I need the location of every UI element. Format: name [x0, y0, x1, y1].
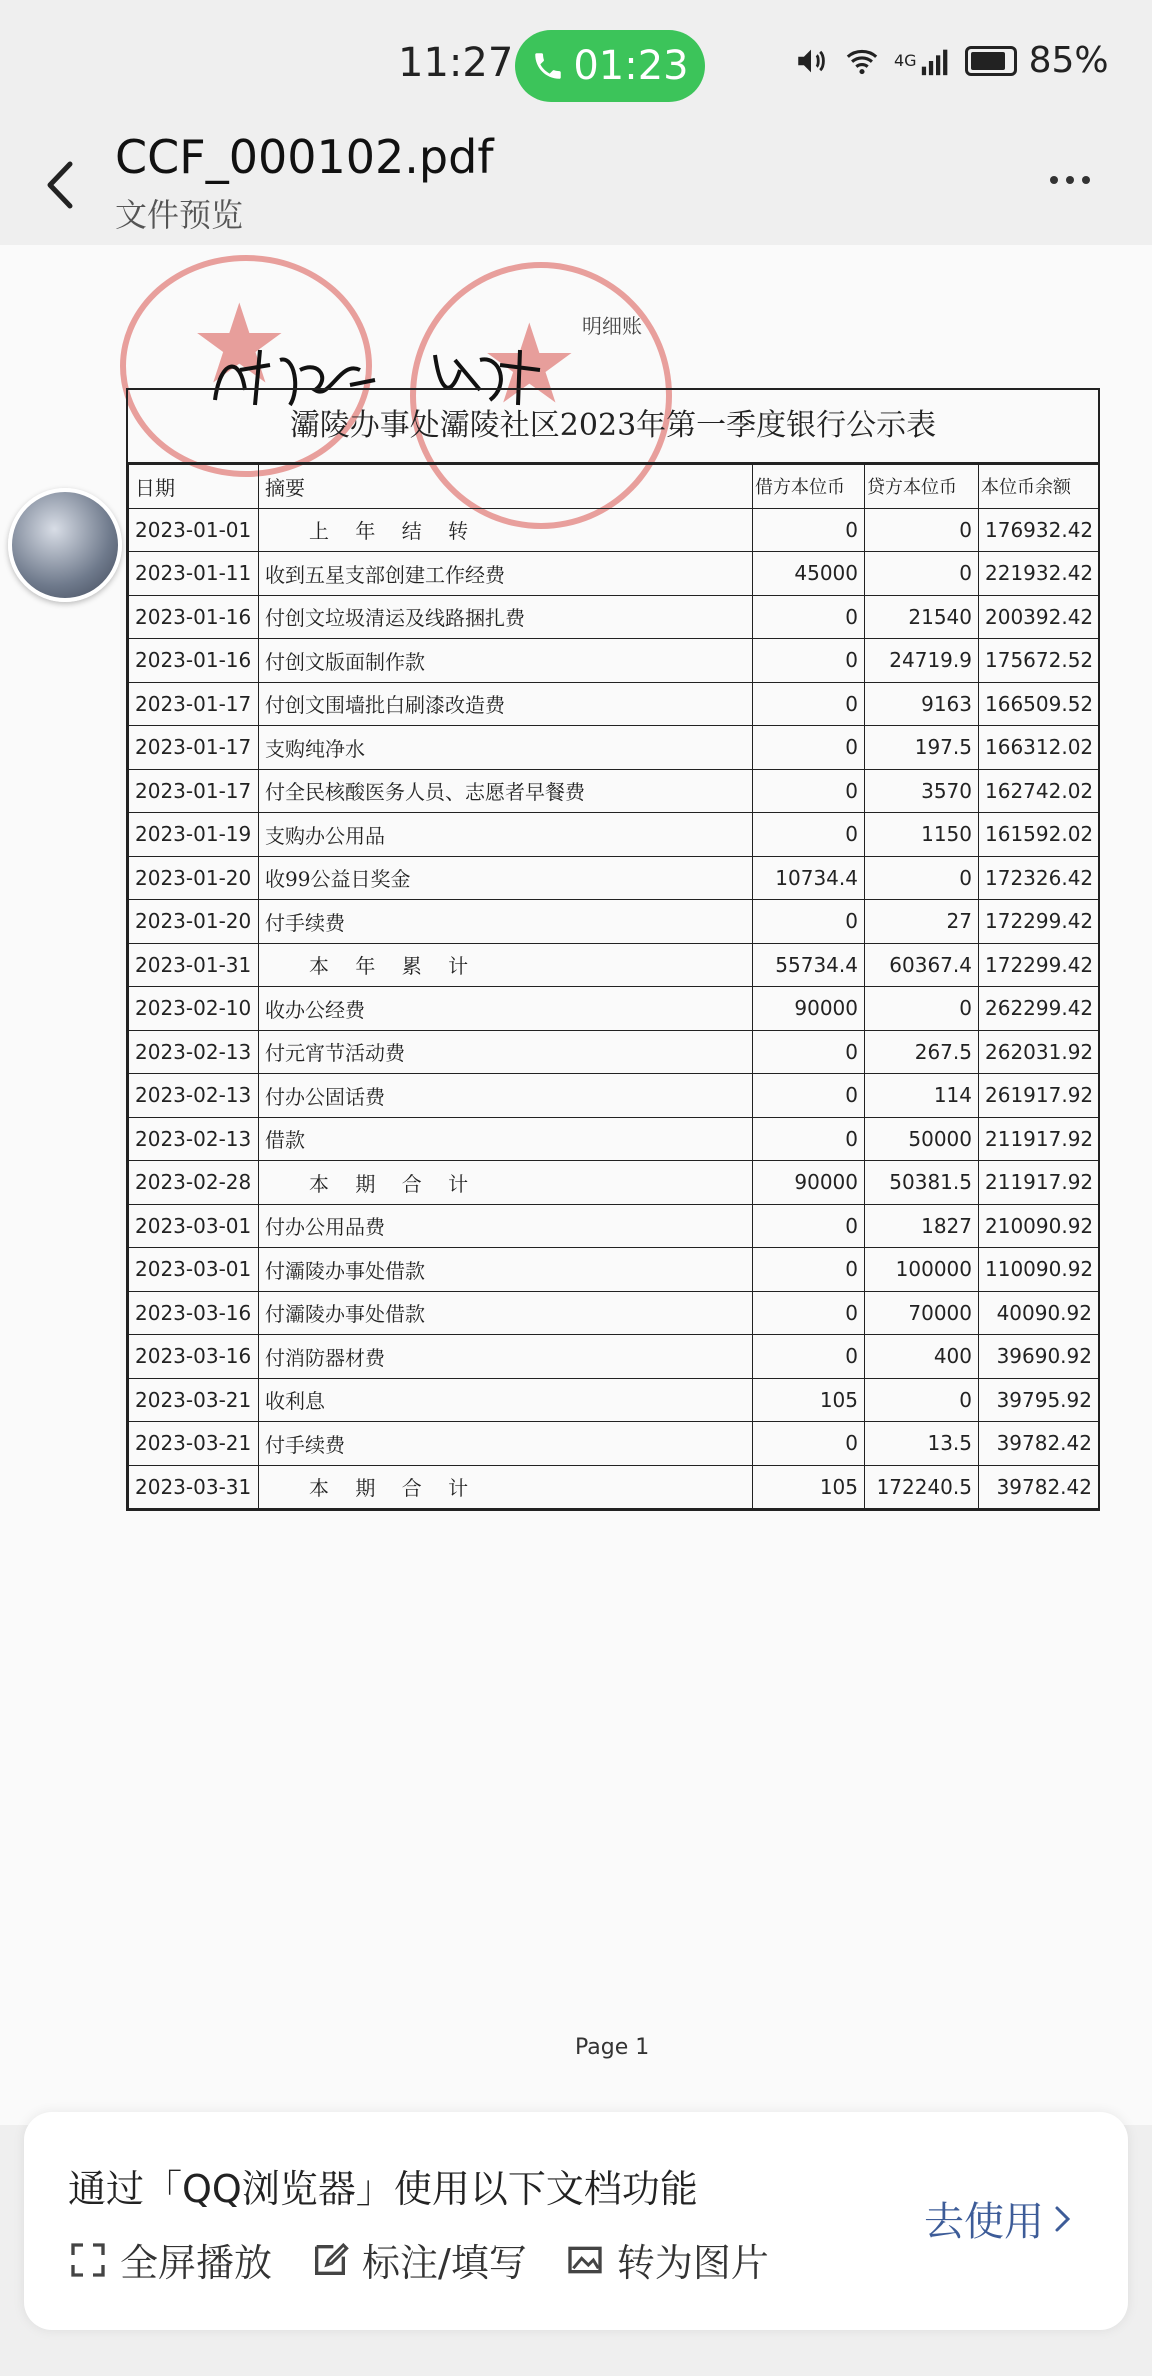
annotate-button[interactable]: [310, 2232, 527, 2287]
col-balance: 本位币余额: [979, 465, 1099, 509]
cell-credit: 27: [865, 900, 979, 944]
cell-date: 2023-01-17: [129, 682, 259, 726]
stamp-star-icon: ★: [190, 280, 289, 408]
cell-credit: 21540: [865, 595, 979, 639]
cell-summary: 付灞陵办事处借款: [259, 1248, 753, 1292]
cell-balance: 161592.02: [979, 813, 1099, 857]
fullscreen-button[interactable]: [68, 2232, 272, 2287]
cell-balance: 39782.42: [979, 1422, 1099, 1466]
cell-date: 2023-02-13: [129, 1074, 259, 1118]
cell-credit: 13.5: [865, 1422, 979, 1466]
chevron-right-icon: [1052, 2202, 1074, 2236]
cell-balance: 221932.42: [979, 552, 1099, 596]
cell-date: 2023-03-21: [129, 1378, 259, 1422]
cell-date: 2023-03-01: [129, 1204, 259, 1248]
table-row: [129, 682, 1099, 726]
cell-debit: 90000: [753, 1161, 865, 1205]
annotate-label: 标注/填写: [362, 2241, 527, 2285]
cell-summary: 本 期 合 计: [259, 1465, 753, 1509]
table-row: [129, 508, 1099, 552]
cell-summary: 付办公固话费: [259, 1074, 753, 1118]
cell-summary: 收办公经费: [259, 987, 753, 1031]
cell-summary: 付办公用品费: [259, 1204, 753, 1248]
cell-summary: 本 年 累 计: [259, 943, 753, 987]
signal-icon: [919, 44, 953, 78]
cell-balance: 176932.42: [979, 508, 1099, 552]
col-date: 日期: [129, 465, 259, 509]
cell-credit: 9163: [865, 682, 979, 726]
clock: 11:27: [398, 40, 514, 86]
cell-date: 2023-03-16: [129, 1291, 259, 1335]
cell-date: 2023-01-19: [129, 813, 259, 857]
cell-summary: 支购纯净水: [259, 726, 753, 770]
ledger-table: [126, 388, 1100, 1511]
cell-debit: 10734.4: [753, 856, 865, 900]
cell-balance: 172299.42: [979, 900, 1099, 944]
cell-date: 2023-01-31: [129, 943, 259, 987]
table-row: [129, 639, 1099, 683]
cell-balance: 166509.52: [979, 682, 1099, 726]
cell-date: 2023-01-01: [129, 508, 259, 552]
cell-summary: 上 年 结 转: [259, 508, 753, 552]
to-image-button[interactable]: [565, 2232, 769, 2287]
cell-date: 2023-01-20: [129, 900, 259, 944]
cell-summary: 付手续费: [259, 900, 753, 944]
cell-debit: 0: [753, 1291, 865, 1335]
cell-summary: 付元宵节活动费: [259, 1030, 753, 1074]
battery-percent: 85%: [1028, 40, 1109, 81]
table-row: [129, 813, 1099, 857]
cell-balance: 162742.02: [979, 769, 1099, 813]
to-image-label: 转为图片: [616, 2241, 769, 2285]
cell-balance: 211917.92: [979, 1161, 1099, 1205]
col-debit: 借方本位币: [753, 465, 865, 509]
cell-balance: 210090.92: [979, 1204, 1099, 1248]
cell-debit: 0: [753, 726, 865, 770]
cell-balance: 261917.92: [979, 1074, 1099, 1118]
table-row: [129, 1291, 1099, 1335]
use-now-label: 去使用: [924, 2199, 1044, 2245]
cell-credit: 0: [865, 508, 979, 552]
floating-avatar[interactable]: [8, 488, 122, 602]
fullscreen-icon: [68, 2240, 108, 2280]
cell-credit: 197.5: [865, 726, 979, 770]
cell-credit: 24719.9: [865, 639, 979, 683]
volume-icon: [792, 44, 830, 78]
cell-debit: 0: [753, 900, 865, 944]
ongoing-call-pill[interactable]: [515, 30, 705, 102]
page-subtitle: 文件预览: [115, 196, 244, 234]
app-header: [0, 130, 1152, 245]
table-row: [129, 769, 1099, 813]
cell-date: 2023-01-16: [129, 595, 259, 639]
cell-summary: 付消防器材费: [259, 1335, 753, 1379]
phone-icon: [531, 49, 565, 83]
cell-debit: 0: [753, 1074, 865, 1118]
table-row: [129, 1465, 1099, 1509]
cell-credit: 60367.4: [865, 943, 979, 987]
cell-date: 2023-02-13: [129, 1030, 259, 1074]
battery-icon: [965, 46, 1017, 76]
table-row: [129, 1248, 1099, 1292]
cell-debit: 55734.4: [753, 943, 865, 987]
table-row: [129, 1030, 1099, 1074]
status-icons: [792, 40, 1109, 81]
cell-credit: 114: [865, 1074, 979, 1118]
cell-credit: 400: [865, 1335, 979, 1379]
fullscreen-label: 全屏播放: [120, 2241, 273, 2285]
cell-date: 2023-02-28: [129, 1161, 259, 1205]
cell-summary: 借款: [259, 1117, 753, 1161]
cell-date: 2023-03-01: [129, 1248, 259, 1292]
cell-summary: 收利息: [259, 1378, 753, 1422]
cell-debit: 45000: [753, 552, 865, 596]
cell-date: 2023-01-16: [129, 639, 259, 683]
ledger-header-row: [129, 465, 1099, 509]
cell-balance: 172299.42: [979, 943, 1099, 987]
cell-date: 2023-03-21: [129, 1422, 259, 1466]
table-row: [129, 726, 1099, 770]
network-label: 4G: [894, 51, 917, 70]
cell-debit: 0: [753, 682, 865, 726]
cell-summary: 收到五星支部创建工作经费: [259, 552, 753, 596]
cell-credit: 1827: [865, 1204, 979, 1248]
cell-debit: 0: [753, 639, 865, 683]
cell-credit: 3570: [865, 769, 979, 813]
back-button[interactable]: [36, 150, 96, 220]
cell-date: 2023-01-17: [129, 726, 259, 770]
ledger-title: 灞陵办事处灞陵社区2023年第一季度银行公示表: [128, 390, 1098, 464]
cell-balance: 262031.92: [979, 1030, 1099, 1074]
cell-summary: 付创文版面制作款: [259, 639, 753, 683]
cell-summary: 付创文围墙批白刷漆改造费: [259, 682, 753, 726]
cell-credit: 50381.5: [865, 1161, 979, 1205]
cell-date: 2023-01-11: [129, 552, 259, 596]
cell-debit: 105: [753, 1378, 865, 1422]
table-row: [129, 595, 1099, 639]
stamp-star-icon: ★: [480, 300, 579, 428]
cell-date: 2023-01-20: [129, 856, 259, 900]
image-icon: [565, 2240, 605, 2280]
table-row: [129, 1117, 1099, 1161]
cell-balance: 175672.52: [979, 639, 1099, 683]
cell-debit: 0: [753, 813, 865, 857]
edit-icon: [310, 2240, 350, 2280]
cell-debit: 0: [753, 508, 865, 552]
table-row: [129, 1204, 1099, 1248]
cell-date: 2023-03-31: [129, 1465, 259, 1509]
cell-summary: 收99公益日奖金: [259, 856, 753, 900]
cell-debit: 0: [753, 1335, 865, 1379]
col-summary: 摘要: [259, 465, 753, 509]
file-name: CCF_000102.pdf: [115, 130, 494, 184]
cell-summary: 付全民核酸医务人员、志愿者早餐费: [259, 769, 753, 813]
qq-browser-promo: [24, 2112, 1128, 2330]
ledger-grid: [128, 464, 1099, 1509]
cell-credit: 0: [865, 987, 979, 1031]
cell-balance: 39782.42: [979, 1465, 1099, 1509]
cell-debit: 0: [753, 1248, 865, 1292]
table-row: [129, 987, 1099, 1031]
more-dot-icon: [1082, 176, 1090, 184]
cell-balance: 172326.42: [979, 856, 1099, 900]
call-timer: 01:23: [573, 43, 689, 89]
cell-credit: 0: [865, 552, 979, 596]
cell-debit: 0: [753, 1422, 865, 1466]
ledger-type-label: 明细账: [582, 314, 642, 338]
cell-balance: 39795.92: [979, 1378, 1099, 1422]
cell-balance: 39690.92: [979, 1335, 1099, 1379]
cell-credit: 0: [865, 856, 979, 900]
ledger-body: [129, 508, 1099, 1509]
chevron-left-icon: [36, 150, 86, 220]
use-now-button[interactable]: [924, 2190, 1074, 2247]
table-row: [129, 1335, 1099, 1379]
cell-balance: 211917.92: [979, 1117, 1099, 1161]
cell-balance: 262299.42: [979, 987, 1099, 1031]
promo-actions: [68, 2232, 769, 2287]
cell-date: 2023-02-13: [129, 1117, 259, 1161]
cell-credit: 70000: [865, 1291, 979, 1335]
table-row: [129, 900, 1099, 944]
cell-debit: 0: [753, 595, 865, 639]
cell-credit: 267.5: [865, 1030, 979, 1074]
cell-credit: 1150: [865, 813, 979, 857]
cell-balance: 200392.42: [979, 595, 1099, 639]
col-credit: 贷方本位币: [865, 465, 979, 509]
cell-credit: 50000: [865, 1117, 979, 1161]
cell-summary: 本 期 合 计: [259, 1161, 753, 1205]
cell-credit: 100000: [865, 1248, 979, 1292]
wifi-icon: [842, 44, 882, 78]
more-dot-icon: [1050, 176, 1058, 184]
table-row: [129, 1422, 1099, 1466]
table-row: [129, 552, 1099, 596]
table-row: [129, 1161, 1099, 1205]
more-options-button[interactable]: [1040, 155, 1100, 205]
table-row: [129, 1074, 1099, 1118]
table-row: [129, 943, 1099, 987]
cell-debit: 0: [753, 769, 865, 813]
cell-debit: 0: [753, 1117, 865, 1161]
cell-summary: 付创文垃圾清运及线路捆扎费: [259, 595, 753, 639]
cell-credit: 0: [865, 1378, 979, 1422]
cell-debit: 0: [753, 1204, 865, 1248]
cell-date: 2023-02-10: [129, 987, 259, 1031]
page-number: Page 1: [575, 2035, 650, 2060]
cell-debit: 0: [753, 1030, 865, 1074]
cell-summary: 付灞陵办事处借款: [259, 1291, 753, 1335]
cell-summary: 付手续费: [259, 1422, 753, 1466]
promo-text: 通过「QQ浏览器」使用以下文档功能: [68, 2167, 698, 2211]
status-bar: [0, 0, 1152, 130]
more-dot-icon: [1066, 176, 1074, 184]
cell-balance: 166312.02: [979, 726, 1099, 770]
cell-debit: 105: [753, 1465, 865, 1509]
table-row: [129, 1378, 1099, 1422]
cell-credit: 172240.5: [865, 1465, 979, 1509]
cell-debit: 90000: [753, 987, 865, 1031]
cell-summary: 支购办公用品: [259, 813, 753, 857]
cell-balance: 110090.92: [979, 1248, 1099, 1292]
cell-date: 2023-01-17: [129, 769, 259, 813]
cell-date: 2023-03-16: [129, 1335, 259, 1379]
table-row: [129, 856, 1099, 900]
cell-balance: 40090.92: [979, 1291, 1099, 1335]
